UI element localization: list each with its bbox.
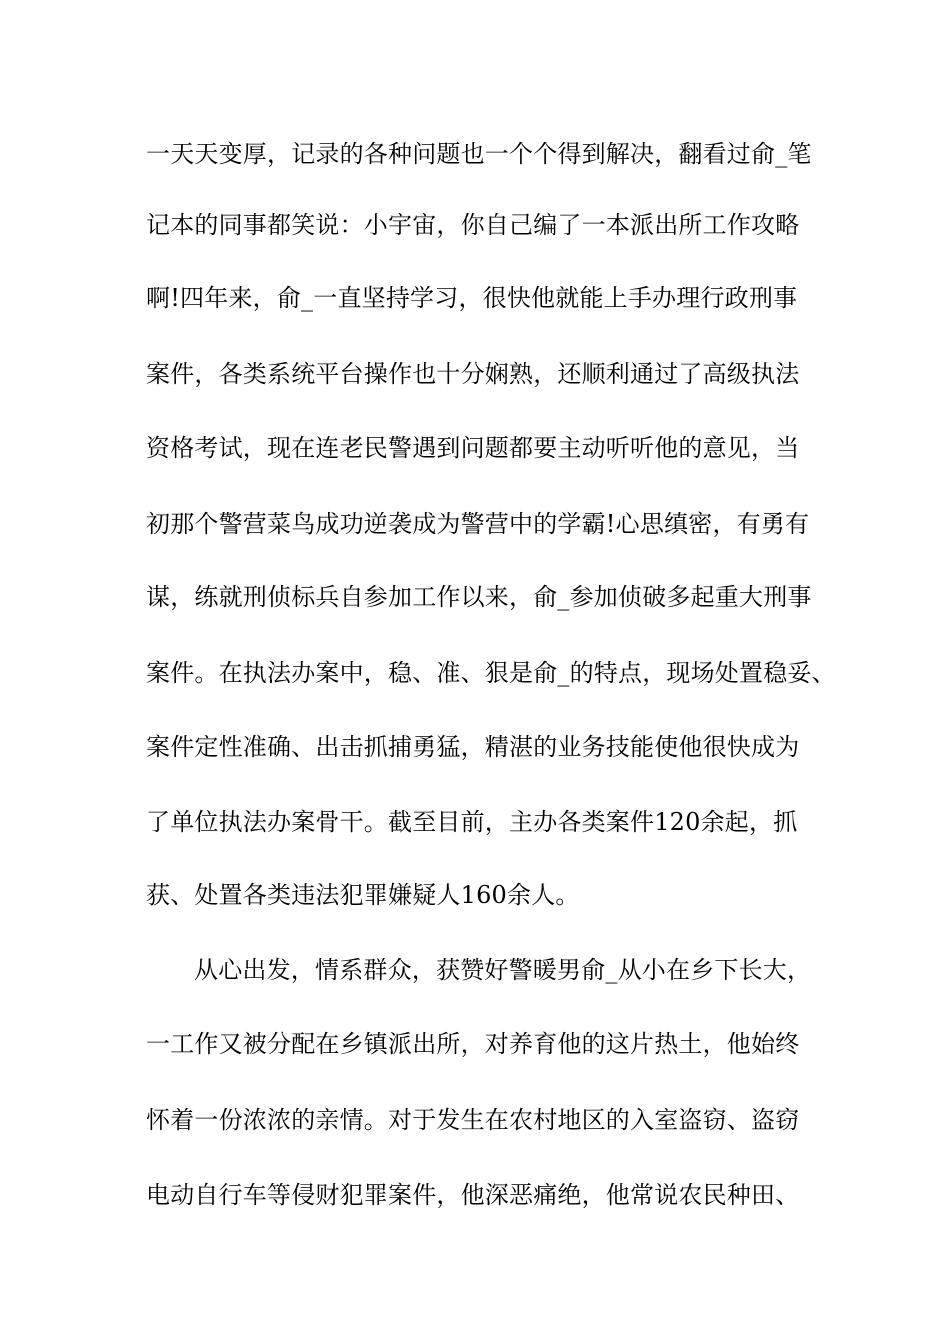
text-line: 案件，各类系统平台操作也十分娴熟，还顺利通过了高级执法 (146, 360, 800, 388)
text-line: 怀着一份浓浓的亲情。对于发生在农村地区的入室盗窃、盗窃 (146, 1106, 800, 1134)
text-line: 一天天变厚，记录的各种问题也一个个得到解决，翻看过俞_笔 (146, 140, 812, 168)
text-line: 案件。在执法办案中，稳、准、狠是俞_的特点，现场处置稳妥、 (146, 659, 836, 687)
text-line: 获、处置各类违法犯罪嫌疑人160余人。 (146, 881, 580, 909)
text-line: 一工作又被分配在乡镇派出所，对养育他的这片热土，他始终 (146, 1030, 800, 1058)
text-line: 谋，练就刑侦标兵自参加工作以来，俞_参加侦破多起重大刑事 (146, 583, 812, 611)
paragraph-first-line: 从心出发，情系群众，获赞好警暖男俞_从小在乡下长大， (194, 956, 812, 984)
text-line: 啊!四年来，俞_一直坚持学习，很快他就能上手办理行政刑事 (146, 284, 798, 312)
text-line: 初那个警营菜鸟成功逆袭成为警营中的学霸!心思缜密，有勇有 (146, 510, 810, 538)
text-line: 资格考试，现在连老民警遇到问题都要主动听听他的意见，当 (146, 434, 800, 462)
text-line: 电动自行车等侵财犯罪案件，他深恶痛绝，他常说农民种田、 (146, 1181, 800, 1209)
text-line: 了单位执法办案骨干。截至目前，主办各类案件120余起，抓 (146, 808, 798, 836)
text-line: 案件定性准确、出击抓捕勇猛，精湛的业务技能使他很快成为 (146, 733, 800, 761)
text-line: 记本的同事都笑说：小宇宙，你自己编了一本派出所工作攻略 (146, 211, 800, 239)
